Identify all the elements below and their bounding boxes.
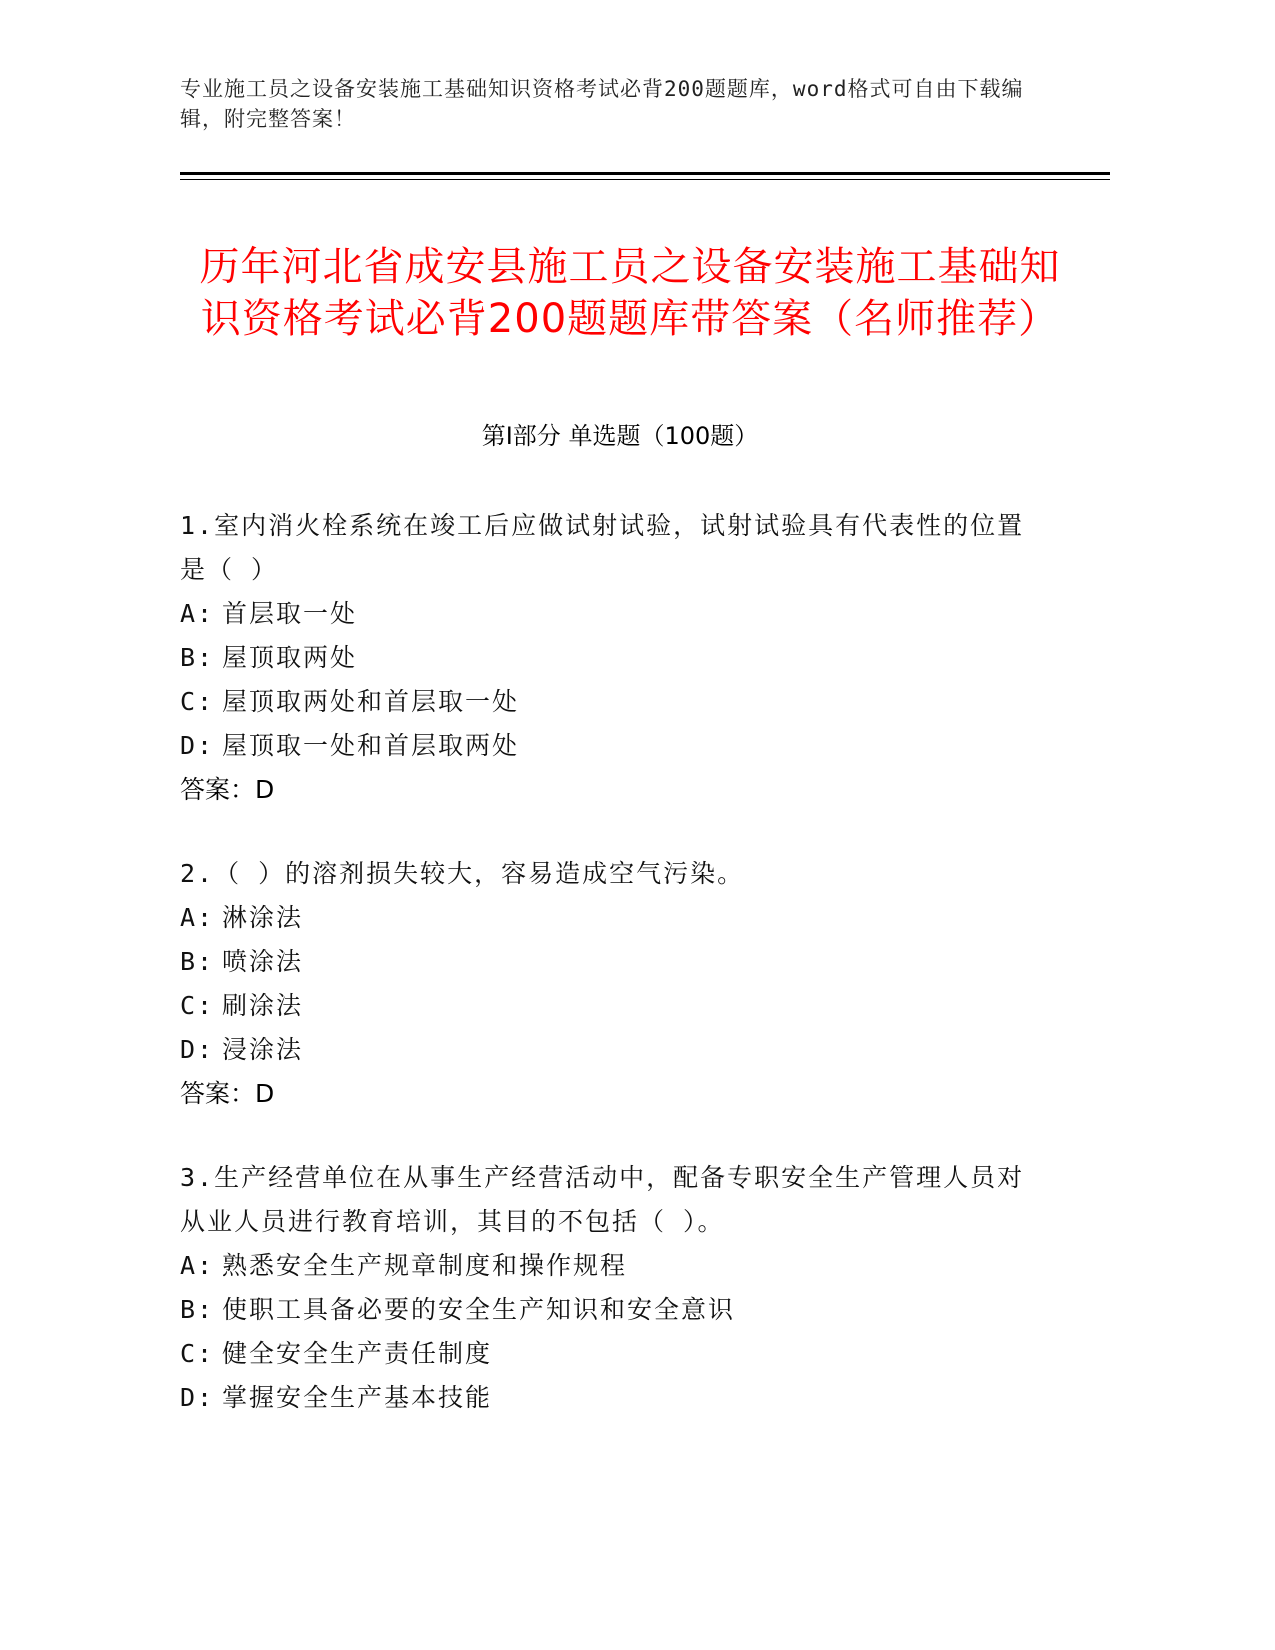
option-text: 熟悉安全生产规章制度和操作规程 <box>222 1251 628 1280</box>
option-key: D: <box>180 1383 215 1412</box>
option-a <box>180 896 1040 940</box>
header-divider-thin <box>180 179 1110 180</box>
option-text: 刷涂法 <box>222 991 304 1020</box>
question-stem: 3.生产经营单位在从事生产经营活动中，配备专职安全生产管理人员对从业人员进行教育培训，其目的不包括（ ）。 <box>180 1163 1025 1236</box>
option-b <box>180 636 1040 680</box>
option-key: D: <box>180 1035 215 1064</box>
option-text: 使职工具备必要的安全生产知识和安全意识 <box>222 1295 736 1324</box>
option-d <box>180 1376 1040 1420</box>
document-title: 历年河北省成安县施工员之设备安装施工基础知识资格考试必背200题题库带答案（名师推荐） <box>199 243 1061 342</box>
question-list <box>180 504 1040 1460</box>
option-d <box>180 724 1040 768</box>
option-text: 屋顶取一处和首层取两处 <box>222 731 520 760</box>
section-title: 第I部分 单选题（100题） <box>481 422 759 450</box>
option-text: 健全安全生产责任制度 <box>222 1339 493 1368</box>
option-a <box>180 592 1040 636</box>
option-d <box>180 1028 1040 1072</box>
option-key: B: <box>180 643 215 672</box>
question-3 <box>180 1156 1040 1420</box>
answer: 答案：D <box>180 1079 275 1108</box>
option-key: C: <box>180 1339 215 1368</box>
option-key: C: <box>180 687 215 716</box>
option-c <box>180 984 1040 1028</box>
option-text: 喷涂法 <box>222 947 304 976</box>
option-b <box>180 1288 1040 1332</box>
option-key: A: <box>180 903 215 932</box>
option-b <box>180 940 1040 984</box>
answer: 答案：D <box>180 775 275 804</box>
option-c <box>180 680 1040 724</box>
option-key: A: <box>180 599 215 628</box>
option-key: D: <box>180 731 215 760</box>
option-key: C: <box>180 991 215 1020</box>
option-a <box>180 1244 1040 1288</box>
question-stem: 1.室内消火栓系统在竣工后应做试射试验，试射试验具有代表性的位置是（ ） <box>180 511 1025 584</box>
question-stem: 2.（ ）的溶剂损失较大，容易造成空气污染。 <box>180 859 745 888</box>
option-key: A: <box>180 1251 215 1280</box>
option-text: 首层取一处 <box>222 599 358 628</box>
option-key: B: <box>180 1295 215 1324</box>
option-text: 屋顶取两处 <box>222 643 358 672</box>
option-text: 淋涂法 <box>222 903 304 932</box>
option-text: 屋顶取两处和首层取一处 <box>222 687 520 716</box>
header-divider-thick <box>180 172 1110 175</box>
question-1 <box>180 504 1040 812</box>
option-key: B: <box>180 947 215 976</box>
header-note: 专业施工员之设备安装施工基础知识资格考试必背200题题库，word格式可自由下载编辑，附完整答案！ <box>180 77 1024 131</box>
option-text: 浸涂法 <box>222 1035 304 1064</box>
question-2 <box>180 852 1040 1116</box>
option-text: 掌握安全生产基本技能 <box>222 1383 493 1412</box>
option-c <box>180 1332 1040 1376</box>
